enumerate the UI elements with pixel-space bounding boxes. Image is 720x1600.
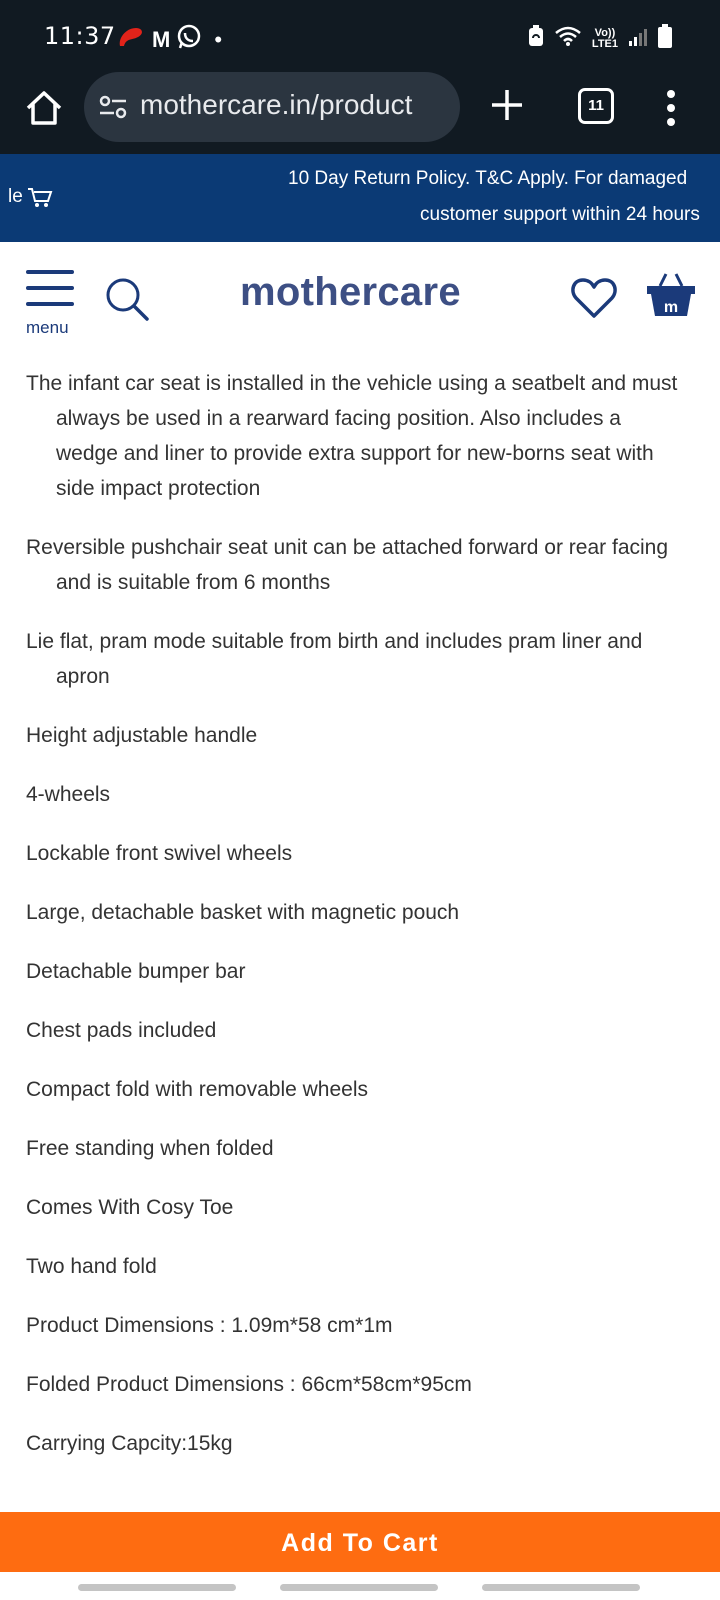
new-tab-button[interactable] <box>486 84 528 126</box>
menu-button[interactable] <box>26 270 76 338</box>
site-header <box>0 242 720 352</box>
wishlist-button[interactable] <box>570 276 618 320</box>
wifi-icon <box>554 25 582 52</box>
airtel-icon <box>116 24 146 55</box>
more-vert-icon <box>664 86 678 130</box>
site-settings-icon[interactable] <box>98 94 128 120</box>
volte-label-top: Vo)) <box>594 26 616 39</box>
hamburger-icon <box>26 270 76 306</box>
feature-item: Product Dimensions : 1.09m*58 cm*1m <box>26 1314 393 1337</box>
promo-text-line1: 10 Day Return Policy. T&C Apply. For damaged <box>288 168 688 189</box>
dot-icon: • <box>214 26 223 52</box>
mothercare-logo[interactable]: mothercare <box>240 270 461 314</box>
feature-item: Carrying Capcity:15kg <box>26 1432 233 1455</box>
whatsapp-icon <box>176 24 202 55</box>
feature-item: 4-wheels <box>26 783 111 806</box>
recents-nav-button[interactable] <box>78 1584 236 1591</box>
signal-icon <box>628 26 648 51</box>
status-left-icons <box>116 24 222 55</box>
home-icon <box>22 86 66 130</box>
status-right-icons <box>528 24 672 53</box>
feature-item: Chest pads included <box>26 1019 217 1042</box>
feature-item: Folded Product Dimensions : 66cm*58cm*95cm <box>26 1373 472 1396</box>
product-feature-list <box>0 366 720 1485</box>
feature-item: Comes With Cosy Toe <box>26 1196 234 1219</box>
volte-icon <box>592 28 618 50</box>
search-button[interactable] <box>104 276 150 322</box>
promo-text-line2: customer support within 24 hours <box>420 204 700 225</box>
feature-item: Lie flat, pram mode suitable from birth and includes pram liner and apron <box>26 630 643 688</box>
feature-item: Reversible pushchair seat unit can be attached forward or rear facing and is suitable from 6 months <box>26 536 669 594</box>
promo-banner <box>0 154 720 242</box>
promo-left <box>8 186 53 208</box>
gmail-icon: M <box>152 26 171 52</box>
feature-item: The infant car seat is installed in the vehicle using a seatbelt and must always be used in a rearward facing position. Also includes a wedge and liner to provide extra support for new-borns seat with side impact protection <box>26 372 678 500</box>
feature-item: Height adjustable handle <box>26 724 258 747</box>
browser-toolbar <box>0 72 720 154</box>
svg-text:m: m <box>663 299 679 316</box>
feature-item: Two hand fold <box>26 1255 157 1278</box>
tab-switcher-button[interactable]: 11 <box>578 88 614 124</box>
back-nav-button[interactable] <box>482 1584 640 1591</box>
basket-icon <box>646 272 696 318</box>
feature-item: Compact fold with removable wheels <box>26 1078 368 1101</box>
feature-item: Lockable front swivel wheels <box>26 842 293 865</box>
search-icon <box>104 276 150 322</box>
home-nav-button[interactable] <box>280 1584 438 1591</box>
status-bar <box>0 0 720 72</box>
address-bar[interactable] <box>84 72 460 142</box>
basket-button[interactable] <box>646 272 696 318</box>
heart-icon <box>570 276 618 320</box>
menu-label: menu <box>26 318 69 337</box>
more-menu-button[interactable] <box>664 86 678 130</box>
status-time: 11:37 <box>44 22 116 50</box>
feature-item: Detachable bumper bar <box>26 960 246 983</box>
cart-icon <box>27 186 53 208</box>
home-button[interactable] <box>22 86 66 130</box>
volte-label-bottom: LTE1 <box>591 37 618 50</box>
url-text[interactable]: mothercare.in/product <box>140 89 413 120</box>
system-nav-bar <box>0 1572 720 1600</box>
feature-item: Free standing when folded <box>26 1137 274 1160</box>
battery-saver-icon <box>528 25 544 52</box>
battery-icon <box>658 24 672 53</box>
plus-icon <box>486 84 528 126</box>
add-to-cart-button[interactable]: Add To Cart <box>0 1512 720 1572</box>
feature-item: Large, detachable basket with magnetic pouch <box>26 901 460 924</box>
promo-left-text: le <box>8 186 23 207</box>
